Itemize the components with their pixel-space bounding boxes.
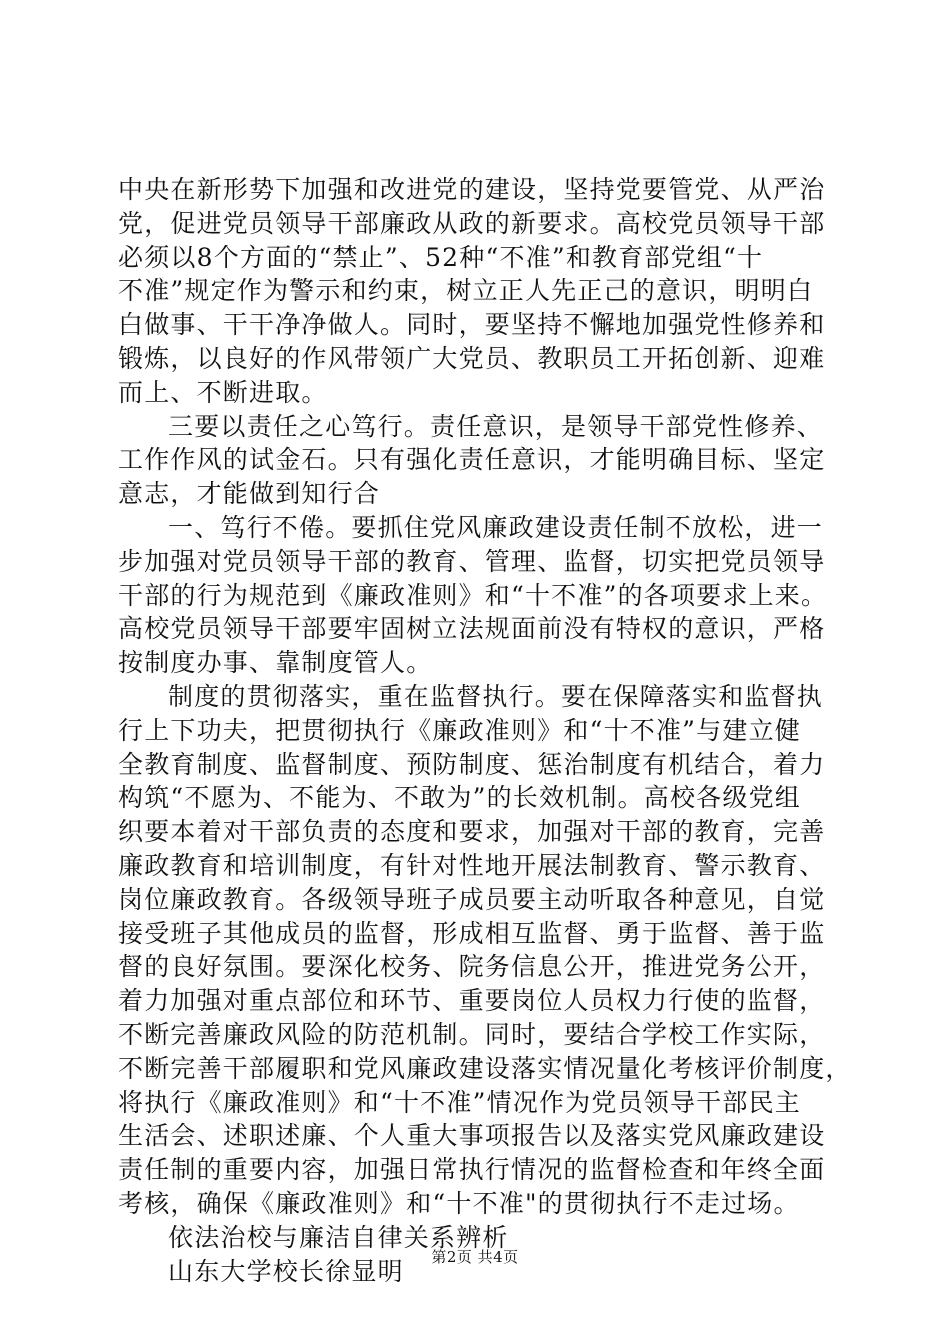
text-line: 高校党员领导干部要牢固树立法规面前没有特权的意识，严格: [118, 614, 826, 644]
text-line: 着力加强对重点部位和环节、重要岗位人员权力行使的监督，: [118, 986, 826, 1016]
text-line: 而上、不断进取。: [118, 377, 328, 407]
document-body: [118, 173, 852, 1288]
text-line: 将执行《廉政准则》和“十不准”情况作为党员领导干部民主: [118, 1087, 801, 1117]
text-line: 工作作风的试金石。只有强化责任意识，才能明确目标、坚定: [118, 445, 826, 475]
text-line: 生活会、述职述廉、个人重大事项报告以及落实党风廉政建设: [118, 1121, 826, 1151]
page-footer: 第2页 共4页: [431, 1248, 519, 1266]
text-line: 接受班子其他成员的监督，形成相互监督、勇于监督、善于监: [118, 918, 826, 948]
text-line: 白做事、干干净净做人。同时，要坚持不懈地加强党性修养和: [118, 310, 826, 340]
text-line: 按制度办事、靠制度管人。: [118, 648, 433, 678]
text-line: 行上下功夫，把贯彻执行《廉政准则》和“十不准”与建立健: [118, 715, 801, 745]
text-line: 织要本着对干部负责的态度和要求，加强对干部的教育，完善: [118, 817, 826, 847]
text-line: 岗位廉政教育。各级领导班子成员要主动听取各种意见，自觉: [118, 884, 826, 914]
section-title: 依法治校与廉洁自律关系辨析: [168, 1222, 509, 1252]
author-line: 山东大学校长徐显明: [168, 1256, 404, 1286]
paragraph-start-line: 制度的贯彻落实，重在监督执行。要在保障落实和监督执: [168, 681, 824, 711]
text-line: 步加强对党员领导干部的教育、管理、监督，切实把党员领导: [118, 546, 826, 576]
text-line: 意志，才能做到知行合: [118, 479, 381, 509]
text-line: 中央在新形势下加强和改进党的建设，坚持党要管党、从严治: [118, 175, 826, 204]
text-line: 不准”规定作为警示和约束，树立正人先正己的意识，明明白: [118, 276, 814, 306]
paragraph-start-line: 一、笃行不倦。要抓住党风廉政建设责任制不放松，进一: [168, 512, 824, 542]
text-line: 廉政教育和培训制度，有针对性地开展法制教育、警示教育、: [118, 850, 826, 880]
text-line: 锻炼，以良好的作风带领广大党员、教职员工开拓创新、迎难: [118, 343, 826, 373]
text-line: 必须以8个方面的“禁止”、52种“不准”和教育部党组“十: [118, 242, 764, 272]
text-line: 干部的行为规范到《廉政准则》和“十不准”的各项要求上来。: [118, 580, 828, 610]
text-line: 全教育制度、监督制度、预防制度、惩治制度有机结合，着力: [118, 749, 826, 779]
text-line: 构筑“不愿为、不能为、不敢为”的长效机制。高校各级党组: [118, 783, 801, 813]
text-line: 考核，确保《廉政准则》和“十不准"的贯彻执行不走过场。: [118, 1188, 800, 1218]
text-line: 不断完善干部履职和党风廉政建设落实情况量化考核评价制度，: [118, 1053, 852, 1083]
text-line: 责任制的重要内容，加强日常执行情况的监督检查和年终全面: [118, 1155, 826, 1185]
text-line: 不断完善廉政风险的防范机制。同时，要结合学校工作实际，: [118, 1019, 826, 1049]
text-line: 督的良好氛围。要深化校务、院务信息公开，推进党务公开，: [118, 952, 826, 982]
text-line: 党，促进党员领导干部廉政从政的新要求。高校党员领导干部: [118, 208, 826, 238]
paragraph-start-line: 三要以责任之心笃行。责任意识，是领导干部党性修养、: [168, 411, 824, 441]
